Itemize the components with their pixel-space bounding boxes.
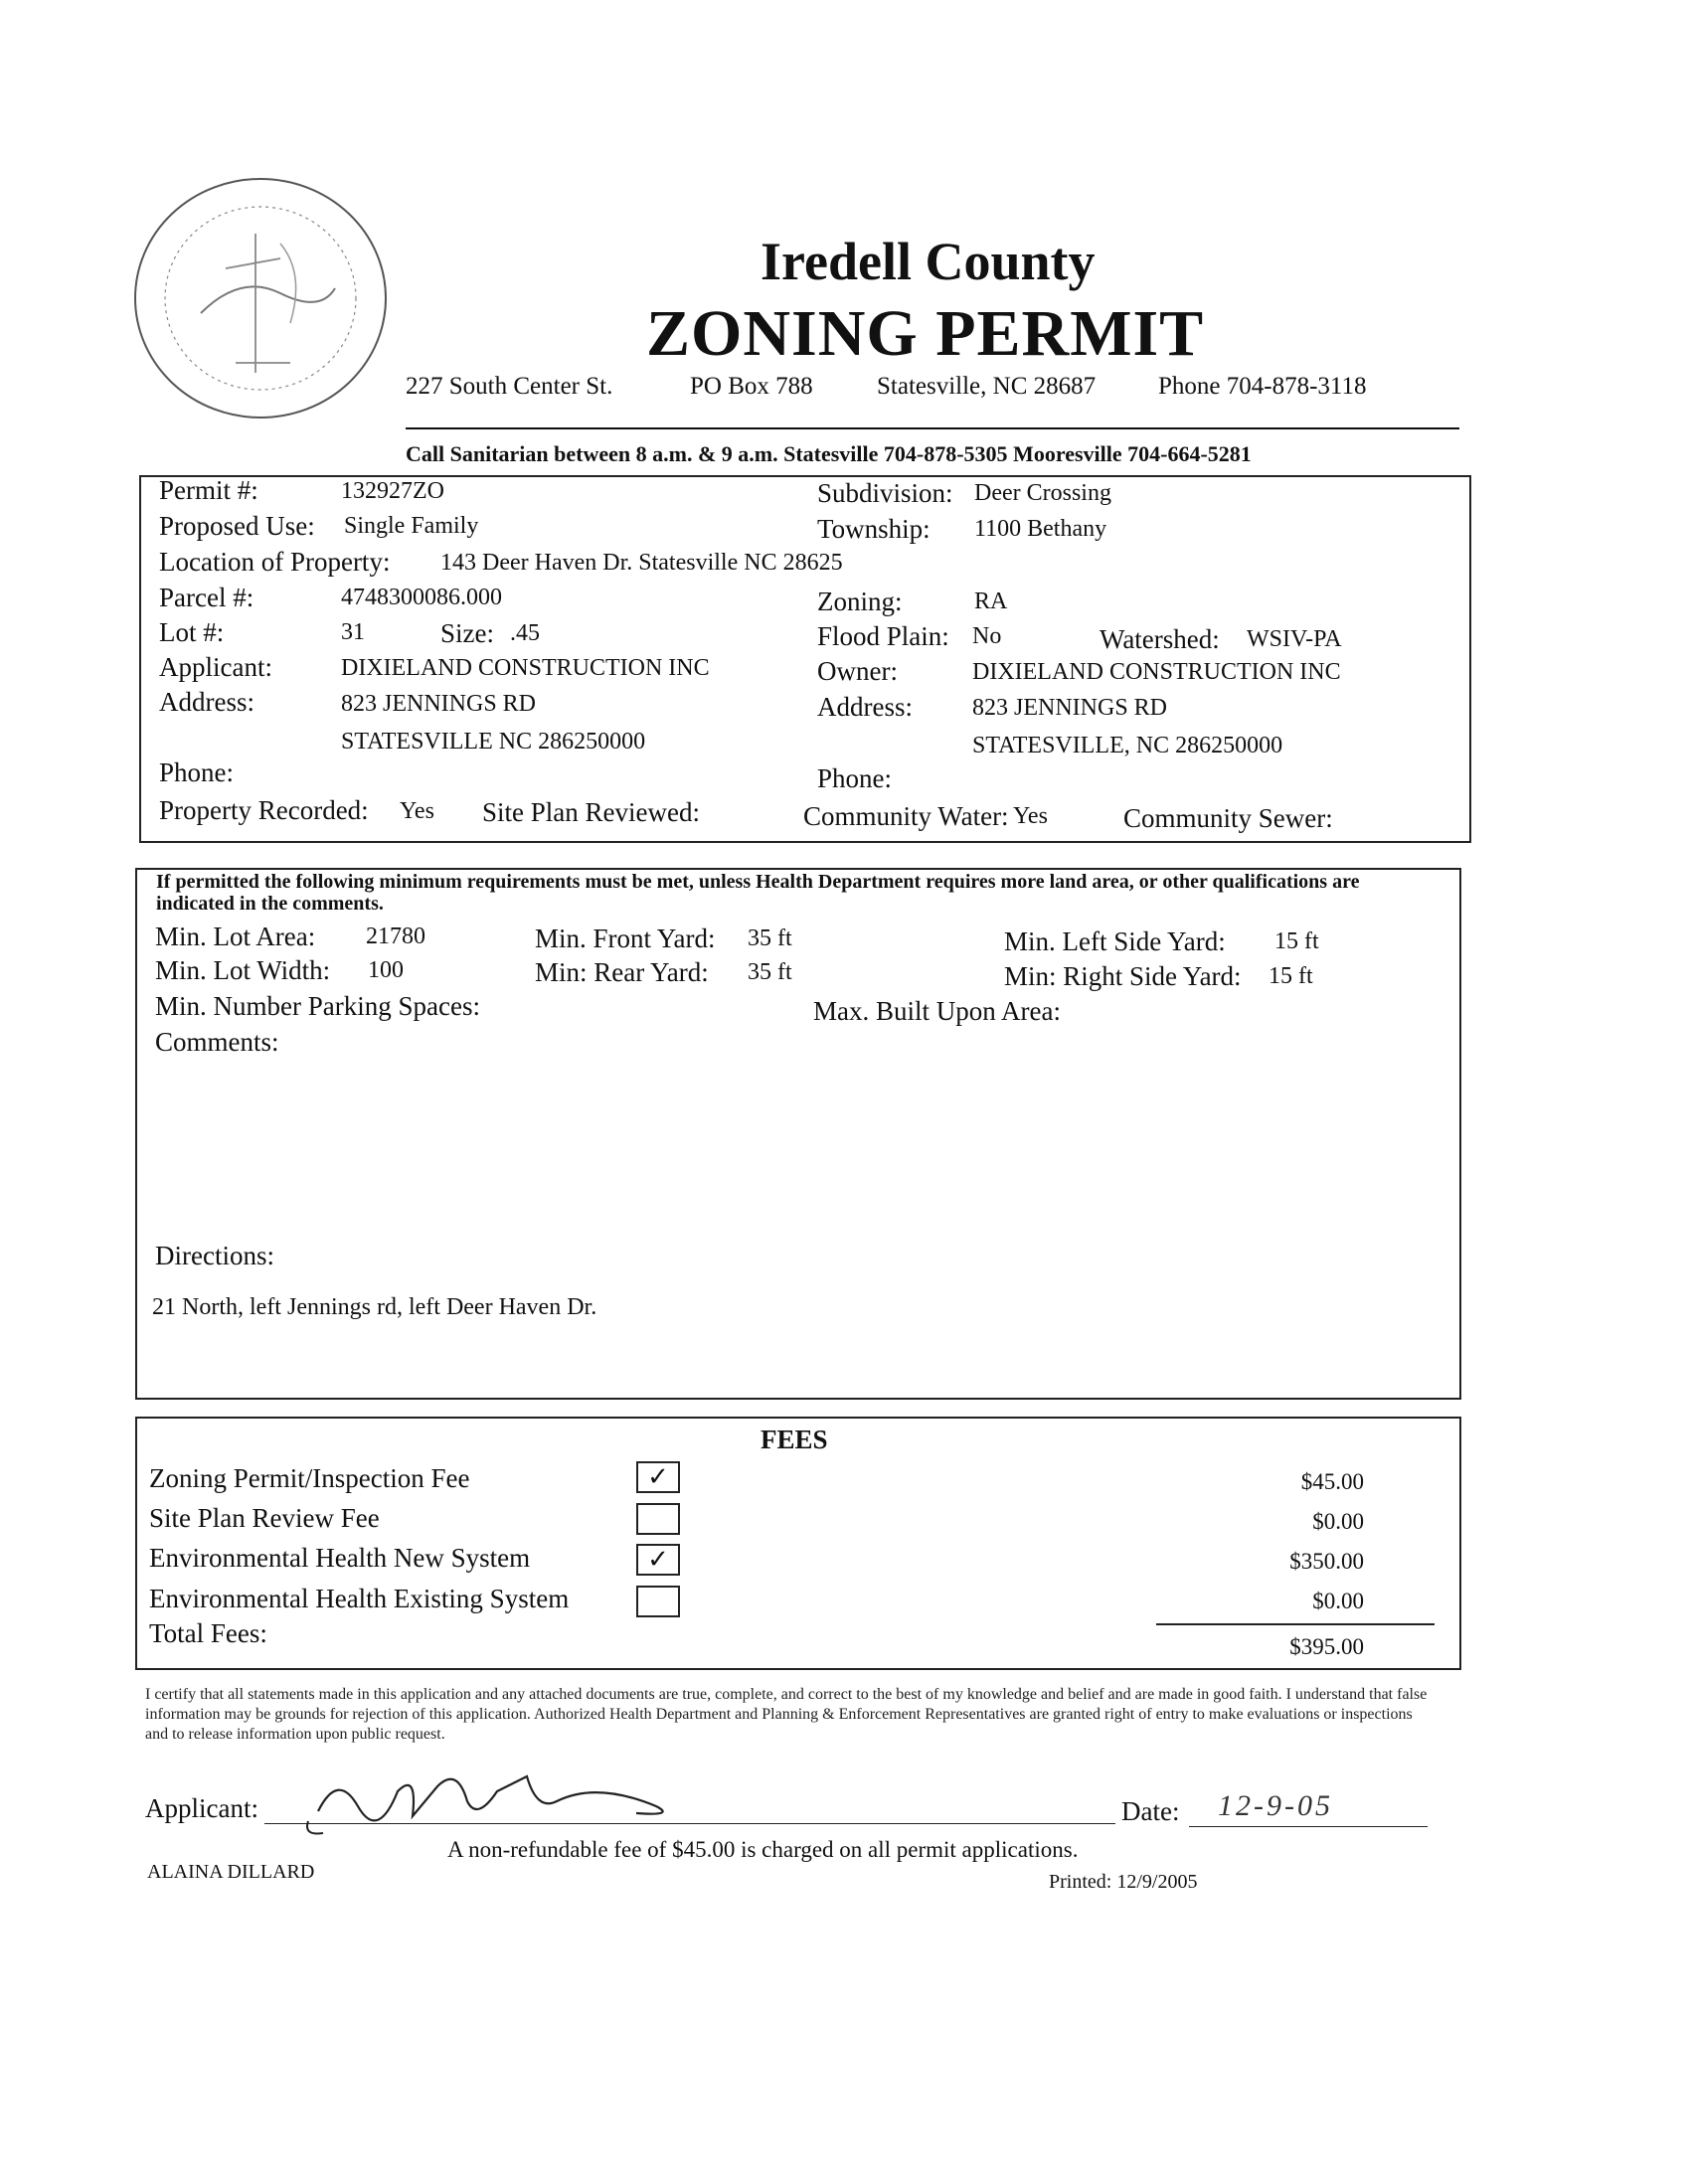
sanitarian-note: Call Sanitarian between 8 a.m. & 9 a.m. Statesville 704-878-5305 Mooresville 704-664-5281 bbox=[406, 441, 1252, 466]
fee-label: Zoning Permit/Inspection Fee bbox=[149, 1463, 470, 1493]
fee-checkbox[interactable] bbox=[636, 1503, 680, 1535]
header-divider bbox=[406, 427, 1459, 429]
parcel-label: Parcel #: bbox=[159, 583, 254, 612]
directions-label: Directions: bbox=[155, 1241, 274, 1270]
property-recorded-label: Property Recorded: bbox=[159, 795, 369, 825]
printed-date: Printed: 12/9/2005 bbox=[1049, 1871, 1198, 1893]
total-divider bbox=[1156, 1623, 1435, 1625]
date-value: 12-9-05 bbox=[1218, 1789, 1333, 1822]
subdivision-value: Deer Crossing bbox=[974, 480, 1111, 506]
fee-amount: $45.00 bbox=[1300, 1469, 1364, 1494]
proposed-use-value: Single Family bbox=[344, 513, 479, 539]
location-value: 143 Deer Haven Dr. Statesville NC 28625 bbox=[440, 550, 843, 576]
community-water-label: Community Water: bbox=[803, 801, 1009, 831]
min-front-yard-value: 35 ft bbox=[748, 925, 792, 951]
lot-label: Lot #: bbox=[159, 617, 225, 647]
nonrefundable-note: A non-refundable fee of $45.00 is charged on all permit applications. bbox=[447, 1837, 1079, 1862]
min-left-side-yard-label: Min. Left Side Yard: bbox=[1004, 926, 1226, 956]
flood-plain-label: Flood Plain: bbox=[817, 621, 949, 651]
community-water-value: Yes bbox=[1013, 803, 1048, 829]
office-po-box: PO Box 788 bbox=[690, 373, 813, 400]
min-right-side-yard-value: 15 ft bbox=[1269, 963, 1313, 989]
applicant-value: DIXIELAND CONSTRUCTION INC bbox=[341, 655, 710, 681]
min-left-side-yard-value: 15 ft bbox=[1274, 928, 1319, 954]
fee-label: Site Plan Review Fee bbox=[149, 1503, 380, 1533]
fee-checkbox[interactable]: ✓ bbox=[636, 1461, 680, 1493]
flood-plain-value: No bbox=[972, 623, 1002, 649]
directions-value: 21 North, left Jennings rd, left Deer Haven Dr. bbox=[152, 1294, 597, 1320]
county-seal-icon bbox=[131, 174, 390, 422]
max-built-upon-label: Max. Built Upon Area: bbox=[813, 996, 1061, 1026]
applicant-address-line2: STATESVILLE NC 286250000 bbox=[341, 729, 646, 755]
owner-label: Owner: bbox=[817, 656, 898, 686]
min-lot-width-value: 100 bbox=[368, 957, 404, 983]
size-label: Size: bbox=[440, 618, 494, 648]
applicant-label: Applicant: bbox=[159, 652, 272, 682]
zoning-label: Zoning: bbox=[817, 587, 903, 616]
township-label: Township: bbox=[817, 514, 931, 544]
date-line bbox=[1189, 1826, 1428, 1827]
lot-value: 31 bbox=[341, 619, 365, 645]
min-rear-yard-label: Min: Rear Yard: bbox=[535, 957, 709, 987]
page-title: ZONING PERMIT bbox=[646, 297, 1205, 370]
owner-address-line2: STATESVILLE, NC 286250000 bbox=[972, 733, 1283, 758]
property-recorded-value: Yes bbox=[400, 798, 434, 824]
owner-phone-label: Phone: bbox=[817, 763, 893, 793]
proposed-use-label: Proposed Use: bbox=[159, 511, 315, 541]
owner-address-line1: 823 JENNINGS RD bbox=[972, 695, 1168, 721]
subdivision-label: Subdivision: bbox=[817, 478, 953, 508]
office-city: Statesville, NC 28687 bbox=[877, 373, 1097, 400]
size-value: .45 bbox=[510, 620, 540, 646]
fee-amount: $0.00 bbox=[1312, 1509, 1364, 1534]
county-name: Iredell County bbox=[761, 232, 1096, 291]
parcel-value: 4748300086.000 bbox=[341, 585, 502, 610]
fee-checkbox[interactable] bbox=[636, 1586, 680, 1617]
permit-number: 132927ZO bbox=[341, 478, 444, 504]
office-phone: Phone 704-878-3118 bbox=[1158, 373, 1367, 400]
fee-checkbox[interactable]: ✓ bbox=[636, 1544, 680, 1576]
fee-label: Environmental Health New System bbox=[149, 1543, 531, 1573]
requirements-note: If permitted the following minimum requirements must be met, unless Health Department requires more land area, or other qualifications are indicated in the comments. bbox=[156, 871, 1360, 915]
min-parking-label: Min. Number Parking Spaces: bbox=[155, 991, 480, 1021]
owner-address-label: Address: bbox=[817, 692, 913, 722]
staff-name: ALAINA DILLARD bbox=[147, 1861, 315, 1883]
fee-amount: $350.00 bbox=[1289, 1549, 1364, 1574]
applicant-signature-label: Applicant: bbox=[145, 1793, 258, 1823]
min-lot-area-value: 21780 bbox=[366, 924, 425, 949]
min-right-side-yard-label: Min: Right Side Yard: bbox=[1004, 961, 1242, 991]
owner-value: DIXIELAND CONSTRUCTION INC bbox=[972, 659, 1341, 685]
location-label: Location of Property: bbox=[159, 547, 391, 577]
zoning-value: RA bbox=[974, 588, 1008, 614]
applicant-address-label: Address: bbox=[159, 687, 254, 717]
min-lot-width-label: Min. Lot Width: bbox=[155, 955, 331, 985]
township-value: 1100 Bethany bbox=[974, 516, 1107, 542]
total-fees-label: Total Fees: bbox=[149, 1618, 267, 1648]
min-front-yard-label: Min. Front Yard: bbox=[535, 924, 716, 953]
fees-title: FEES bbox=[761, 1425, 828, 1454]
office-street: 227 South Center St. bbox=[406, 373, 613, 400]
comments-label: Comments: bbox=[155, 1027, 279, 1057]
fee-label: Environmental Health Existing System bbox=[149, 1584, 570, 1613]
watershed-value: WSIV-PA bbox=[1247, 626, 1342, 652]
watershed-label: Watershed: bbox=[1100, 624, 1220, 654]
applicant-phone-label: Phone: bbox=[159, 757, 235, 787]
certification-text: I certify that all statements made in this application and any attached documents are true, complete, and correct to the best of my knowledge and belief and are made in good faith. I understand that false information may be grounds for rejection of this application. Authorized Health Department and Planning & Enforcement Representatives are granted right of entry to make evaluations or inspections and to release information upon public request. bbox=[145, 1686, 1428, 1743]
min-rear-yard-value: 35 ft bbox=[748, 959, 792, 985]
applicant-address-line1: 823 JENNINGS RD bbox=[341, 691, 537, 717]
total-fees-value: $395.00 bbox=[1289, 1634, 1364, 1659]
permit-label: Permit #: bbox=[159, 475, 258, 505]
fee-amount: $0.00 bbox=[1312, 1589, 1364, 1613]
site-plan-reviewed-label: Site Plan Reviewed: bbox=[482, 797, 700, 827]
date-label: Date: bbox=[1121, 1796, 1180, 1826]
community-sewer-label: Community Sewer: bbox=[1123, 803, 1333, 833]
min-lot-area-label: Min. Lot Area: bbox=[155, 922, 316, 951]
applicant-signature-icon bbox=[298, 1762, 696, 1841]
